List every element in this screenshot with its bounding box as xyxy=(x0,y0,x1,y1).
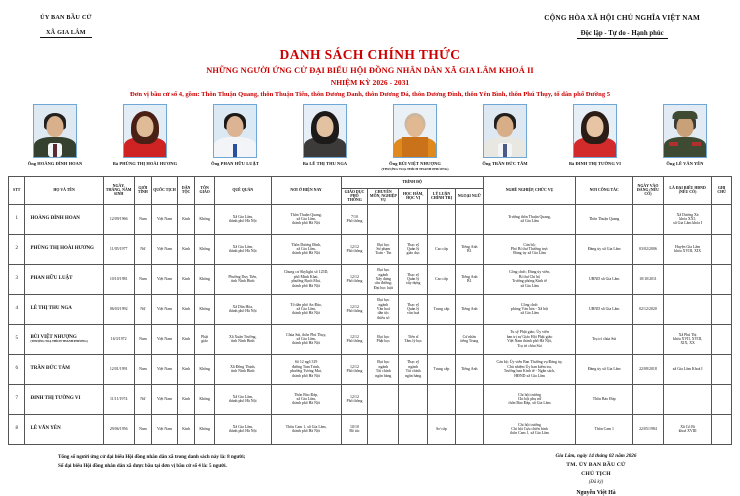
cell-workplace: Đảng ủy xã Gia Lâm xyxy=(576,354,633,384)
table-row xyxy=(9,324,732,354)
document-header xyxy=(0,0,740,40)
cell-hometown: Xã Gia Lâm, thành phố Hà Nội xyxy=(214,234,271,264)
cell-stt: 1 xyxy=(9,204,25,234)
cell-name: BÙI VIỆT NHƯỢNG (THƯỢNG TOẠ THÍCH THANH PHƯƠNG) xyxy=(25,324,103,354)
summary-line-2: Số đại biểu Hội đồng nhân dân xã được bầu tại đơn vị bầu cử số 4 là: 5 người. xyxy=(58,463,227,470)
cell-deputy: Xã Dương Xá khóa XXI, xã Gia Lâm khóa I xyxy=(663,204,711,234)
cell-name: ĐINH THỊ TƯỜNG VI xyxy=(25,384,103,414)
cell-hometown: Xã Dân Hòa, thành phố Hà Nội xyxy=(214,294,271,324)
cell-edu-general: 7/10 Phổ thông xyxy=(341,204,368,234)
cell-edu-language xyxy=(455,204,483,234)
cell-edu-general: 12/12 Phổ thông xyxy=(341,294,368,324)
table-row xyxy=(9,414,732,444)
candidate-photo-caption: Ông BÙI VIỆT NHƯỢNG xyxy=(389,161,441,166)
cell-edu-political xyxy=(428,324,456,354)
th-occupation: NGHỀ NGHIỆP, CHỨC VỤ xyxy=(483,176,576,204)
signature-block xyxy=(486,453,706,496)
cell-occupation: Công chức phòng Văn hóa - Xã hội xã Gia Lâm xyxy=(483,294,576,324)
cell-party-date xyxy=(633,204,664,234)
cell-edu-academic: Tiến sĩ Tâm lý học xyxy=(399,324,428,354)
candidate-photo-cell xyxy=(465,104,545,171)
candidate-photo-cell xyxy=(375,104,455,171)
cell-edu-political: Trung cấp xyxy=(428,354,456,384)
th-edu-political: LÝ LUẬN CHÍNH TRỊ xyxy=(428,188,456,204)
cell-residence: Chùa Sủi, thôn Phú Thụy, xã Gia Lâm, thành phố Hà Nội xyxy=(271,324,341,354)
cell-note xyxy=(712,294,732,324)
cell-ethnicity: Kinh xyxy=(177,234,195,264)
candidate-photo-caption: Ông PHAN HỮU LUẬT xyxy=(211,161,259,166)
country-name: CỘNG HÒA XÃ HỘI CHỦ NGHĨA VIỆT NAM xyxy=(544,14,700,22)
cell-dob: 10/10/1981 xyxy=(103,264,134,294)
cell-deputy: Huyện Gia Lâm khóa XVIII, XIX xyxy=(663,234,711,264)
cell-note xyxy=(712,384,732,414)
cell-party-date xyxy=(633,324,664,354)
cell-name: PHAN HỮU LUẬT xyxy=(25,264,103,294)
authority-line-1: ỦY BAN BẦU CỬ xyxy=(40,14,92,21)
cell-hometown: Xã Gia Lâm, thành phố Hà Nội xyxy=(214,384,271,414)
candidate-portrait xyxy=(213,104,257,158)
cell-ethnicity: Kinh xyxy=(177,384,195,414)
candidate-photo-cell xyxy=(15,104,95,171)
cell-note xyxy=(712,234,732,264)
cell-edu-general: 12/12 Phổ thông xyxy=(341,234,368,264)
th-edu-language: NGOẠI NGỮ xyxy=(455,188,483,204)
cell-dob: 11/11/1974 xyxy=(103,384,134,414)
cell-residence: Số 12 ngõ 319 đường Tam Trinh, phường Tương Mai, thành phố Hà Nội xyxy=(271,354,341,384)
cell-edu-political xyxy=(428,384,456,414)
th-deputy: LÀ ĐẠI BIỂU HĐND (NẾU CÓ) xyxy=(663,176,711,204)
national-heading xyxy=(544,14,700,40)
cell-dob: 16/3/1972 xyxy=(103,324,134,354)
cell-note xyxy=(712,414,732,444)
cell-hometown: Xã Đồng Thịnh, tỉnh Ninh Bình xyxy=(214,354,271,384)
cell-edu-general: 12/12 Phổ thông xyxy=(341,354,368,384)
table-row xyxy=(9,234,732,264)
cell-workplace: UBND xã Gia Lâm xyxy=(576,264,633,294)
cell-nationality: Việt Nam xyxy=(152,324,178,354)
candidate-photo-caption: Ông TRẦN ĐỨC TÂM xyxy=(482,161,528,166)
candidate-portrait xyxy=(573,104,617,158)
cell-stt: 2 xyxy=(9,234,25,264)
th-dob: NGÀY, THÁNG, NĂM SINH xyxy=(103,176,134,204)
issuing-authority xyxy=(40,14,92,40)
th-edu-professional: CHUYÊN MÔN, NGHIỆP VỤ xyxy=(368,188,399,204)
cell-nationality: Việt Nam xyxy=(152,264,178,294)
cell-workplace: UBND xã Gia Lâm xyxy=(576,294,633,324)
cell-note xyxy=(712,264,732,294)
signature-role: CHỦ TỊCH xyxy=(581,470,611,477)
th-nationality: QUỐC TỊCH xyxy=(152,176,178,204)
cell-occupation: Cán bộ; Ủy viên Ban Thường vụ Đảng ủy, Chủ nhiệm Ủy ban kiểm tra, Trưởng ban Kinh tế - Ngân sách, HĐND xã Gia Lâm xyxy=(483,354,576,384)
cell-edu-academic: Thạc sỹ ngành Tài chính ngân hàng xyxy=(399,354,428,384)
cell-residence: Thôn Thuận Quang, xã Gia Lâm, thành phố Hà Nội xyxy=(271,204,341,234)
cell-party-date: 10/10/2011 xyxy=(633,264,664,294)
cell-name: LÊ THỊ THU NGA xyxy=(25,294,103,324)
cell-religion: Không xyxy=(195,234,215,264)
cell-edu-academic: Thạc sỹ Quản lý giáo dục xyxy=(399,234,428,264)
cell-deputy: xã Gia Lâm Khoá I xyxy=(663,354,711,384)
authority-line-2: XÃ GIA LÂM xyxy=(40,29,92,38)
cell-gender: Nữ xyxy=(134,294,152,324)
cell-workplace: Thôn Cam 1 xyxy=(576,414,633,444)
cell-ethnicity: Kinh xyxy=(177,264,195,294)
cell-religion: Không xyxy=(195,414,215,444)
constituency-line: Đơn vị bầu cử số 4, gồm: Thôn Thuận Quang, thôn Thuận Tiến, thôn Dương Danh, thôn Dương Đá, thôn Dương Đình, thôn Yên Bình, thôn Phú Thụy, tổ dân phố Đường 5 xyxy=(129,91,611,98)
table-row xyxy=(9,354,732,384)
cell-edu-general: 10/10 Bổ túc xyxy=(341,414,368,444)
cell-dob: 11/05/1977 xyxy=(103,234,134,264)
cell-stt: 5 xyxy=(9,324,25,354)
page-title: DANH SÁCH CHÍNH THỨC xyxy=(279,47,461,62)
cell-name: HOÀNG ĐÌNH HOAN xyxy=(25,204,103,234)
th-note: GHI CHÚ xyxy=(712,176,732,204)
cell-edu-language: Tiếng Anh xyxy=(455,354,483,384)
cell-edu-academic: Thạc sỹ Quản lý xây dựng xyxy=(399,264,428,294)
candidate-table xyxy=(8,176,732,445)
cell-note xyxy=(712,354,732,384)
cell-hometown: Xã Gia Lâm, thành phố Hà Nội xyxy=(214,414,271,444)
cell-dob: 06/03/1992 xyxy=(103,294,134,324)
cell-edu-language: Tiếng Anh B1 xyxy=(455,234,483,264)
cell-religion: Không xyxy=(195,294,215,324)
cell-edu-political xyxy=(428,204,456,234)
table-header-row-1 xyxy=(9,176,732,188)
cell-name: PHÙNG THỊ HOÀI HƯƠNG xyxy=(25,234,103,264)
cell-occupation: Cán bộ; Phó Bí thư Thường trực Đảng ủy xã Gia Lâm xyxy=(483,234,576,264)
cell-ethnicity: Kinh xyxy=(177,204,195,234)
th-hometown: QUÊ QUÁN xyxy=(214,176,271,204)
candidate-photo-caption: Ông LÊ VĂN YÊN xyxy=(666,161,704,166)
cell-occupation: Tu sỹ Phật giáo; Ủy viên ban trị sự Giáo Hội Phật giáo Việt Nam thành phố Hà Nội, Trụ trì chùa Sủi xyxy=(483,324,576,354)
cell-residence: Thôn Dương Đình, xã Gia Lâm, thành phố Hà Nội xyxy=(271,234,341,264)
table-row xyxy=(9,384,732,414)
cell-edu-professional: Đại học Phật học xyxy=(368,324,399,354)
cell-hometown: Xã Xuân Trường, tỉnh Ninh Bình xyxy=(214,324,271,354)
cell-occupation: Trưởng thôn Thuận Quang, xã Gia Lâm xyxy=(483,204,576,234)
cell-nationality: Việt Nam xyxy=(152,384,178,414)
document-title-block xyxy=(0,47,740,98)
cell-edu-academic xyxy=(399,414,428,444)
cell-gender: Nữ xyxy=(134,384,152,414)
cell-name-subtitle: (THƯỢNG TOẠ THÍCH THANH PHƯƠNG) xyxy=(30,339,88,344)
cell-stt: 7 xyxy=(9,384,25,414)
th-residence: NƠI Ở HIỆN NAY xyxy=(271,176,341,204)
cell-edu-political: Cao cấp xyxy=(428,264,456,294)
cell-name: TRẦN ĐỨC TÂM xyxy=(25,354,103,384)
signature-signed-note: (Đã ký) xyxy=(588,479,604,485)
candidate-photo-cell xyxy=(645,104,725,171)
cell-edu-language: Cử nhân tiếng Trung xyxy=(455,324,483,354)
cell-deputy xyxy=(663,294,711,324)
table-body xyxy=(9,204,732,444)
cell-gender: Nữ xyxy=(134,234,152,264)
cell-religion: Không xyxy=(195,354,215,384)
cell-ethnicity: Kinh xyxy=(177,324,195,354)
cell-nationality: Việt Nam xyxy=(152,204,178,234)
cell-workplace: Thôn Bảo Đáp xyxy=(576,384,633,414)
cell-edu-academic: Thạc sỹ Quản lý văn hoá xyxy=(399,294,428,324)
title-subtitle: NHỮNG NGƯỜI ỨNG CỬ ĐẠI BIỂU HỘI ĐỒNG NHÂN DÂN XÃ GIA LÂM KHOÁ II xyxy=(206,66,534,75)
cell-edu-general: 12/12 Phổ thông xyxy=(341,264,368,294)
cell-edu-professional: Đại học ngành Tài chính ngân hàng xyxy=(368,354,399,384)
table-row xyxy=(9,264,732,294)
candidate-portrait xyxy=(33,104,77,158)
candidate-photo-caption: Bà ĐINH THỊ TƯỜNG VI xyxy=(568,161,622,166)
cell-edu-professional xyxy=(368,384,399,414)
cell-edu-general: 12/12 Phổ thông xyxy=(341,384,368,414)
cell-residence: Thôn Cam 1, xã Gia Lâm, thành phố Hà Nội xyxy=(271,414,341,444)
cell-deputy xyxy=(663,264,711,294)
cell-occupation: Chi hội trưởng Chi hội phụ nữ thôn Bảo Đáp, xã Gia Lâm xyxy=(483,384,576,414)
cell-party-date: 03/02/2006 xyxy=(633,234,664,264)
candidate-photo-strip xyxy=(0,104,740,171)
cell-gender: Nam xyxy=(134,354,152,384)
cell-edu-professional xyxy=(368,204,399,234)
cell-residence: Tổ dân phố An Đào, xã Gia Lâm, thành phố Hà Nội xyxy=(271,294,341,324)
candidate-photo-caption: Ông HOÀNG ĐÌNH HOAN xyxy=(27,161,83,166)
cell-note xyxy=(712,204,732,234)
candidate-portrait xyxy=(483,104,527,158)
candidate-photo-cell xyxy=(195,104,275,171)
cell-party-date: 22/05/1984 xyxy=(633,414,664,444)
th-name: HỌ VÀ TÊN xyxy=(25,176,103,204)
cell-gender: Nam xyxy=(134,324,152,354)
th-workplace: NƠI CÔNG TÁC xyxy=(576,176,633,204)
cell-party-date: 02/12/2020 xyxy=(633,294,664,324)
cell-edu-general: 12/12 Phổ thông xyxy=(341,324,368,354)
summary-block xyxy=(34,453,486,496)
th-edu-academic: HỌC HÀM, HỌC VỊ xyxy=(399,188,428,204)
cell-hometown: Phường Duy Tiên, tỉnh Ninh Bình xyxy=(214,264,271,294)
cell-nationality: Việt Nam xyxy=(152,414,178,444)
cell-nationality: Việt Nam xyxy=(152,294,178,324)
cell-party-date: 22/08/2018 xyxy=(633,354,664,384)
cell-workplace: Đảng ủy xã Gia Lâm xyxy=(576,234,633,264)
cell-deputy: Xã Phú Thị khóa XVII, XVIII, XIX, XX xyxy=(663,324,711,354)
cell-name: LÊ VĂN YÊN xyxy=(25,414,103,444)
th-level-group: TRÌNH ĐỘ xyxy=(341,176,483,188)
national-motto: Độc lập - Tự do - Hạnh phúc xyxy=(577,30,668,39)
cell-residence: Thôn Bảo Đáp, xã Gia Lâm, thành phố Hà Nội xyxy=(271,384,341,414)
cell-edu-professional xyxy=(368,414,399,444)
cell-religion: Không xyxy=(195,264,215,294)
cell-stt: 8 xyxy=(9,414,25,444)
candidate-photo-subcaption: (THƯỢNG TOẠ THÍCH THANH PHƯƠNG) xyxy=(381,166,449,171)
cell-gender: Nam xyxy=(134,204,152,234)
cell-religion: Không xyxy=(195,384,215,414)
table-row xyxy=(9,204,732,234)
cell-hometown: Xã Gia Lâm, thành phố Hà Nội xyxy=(214,204,271,234)
cell-nationality: Việt Nam xyxy=(152,354,178,384)
cell-edu-language xyxy=(455,414,483,444)
cell-dob: 12/01/1991 xyxy=(103,354,134,384)
title-term: NHIỆM KỲ 2026 - 2031 xyxy=(330,78,410,87)
cell-nationality: Việt Nam xyxy=(152,234,178,264)
cell-edu-political: Sơ cấp xyxy=(428,414,456,444)
cell-ethnicity: Kinh xyxy=(177,354,195,384)
cell-workplace: Thôn Thuận Quang xyxy=(576,204,633,234)
cell-occupation: Chi hội trưởng Chi hội Cựu chiến binh thôn Cam 1, xã Gia Lâm xyxy=(483,414,576,444)
candidate-photo-cell xyxy=(105,104,185,171)
cell-occupation: Công chức; Đảng ủy viên, Bí thư Chi bộ Trưởng phòng Kinh tế xã Gia Lâm xyxy=(483,264,576,294)
cell-residence: Chung cư Skylight số 125D, phố Minh Khai, phường Bạch Mai, thành phố Hà Nội xyxy=(271,264,341,294)
th-party-date: NGÀY VÀO ĐẢNG (NẾU CÓ) xyxy=(633,176,664,204)
cell-edu-language: Tiếng Anh xyxy=(455,294,483,324)
table-row xyxy=(9,294,732,324)
cell-stt: 3 xyxy=(9,264,25,294)
summary-line-1: Tổng số người ứng cử đại biểu Hội đồng nhân dân xã trong danh sách này là: 8 người; xyxy=(58,453,246,460)
candidate-photo-cell xyxy=(285,104,365,171)
cell-edu-political: Trung cấp xyxy=(428,294,456,324)
cell-edu-political: Cao cấp xyxy=(428,234,456,264)
cell-dob: 12/09/1966 xyxy=(103,204,134,234)
cell-edu-professional: Đại học ngành Xây dựng cầu đường; Đại học luật xyxy=(368,264,399,294)
cell-edu-language: Tiếng Anh B1 xyxy=(455,264,483,294)
candidate-photo-caption: Bà PHÙNG THỊ HOÀI HƯƠNG xyxy=(112,161,178,166)
cell-deputy: Xã Cổ Bi khoá XVIII xyxy=(663,414,711,444)
cell-deputy xyxy=(663,384,711,414)
cell-religion: Không xyxy=(195,204,215,234)
th-ethnicity: DÂN TỘC xyxy=(177,176,195,204)
candidate-table-wrap xyxy=(0,171,740,445)
cell-note xyxy=(712,324,732,354)
cell-edu-professional: Đại học Sư phạm Toán - Tin xyxy=(368,234,399,264)
th-religion: TÔN GIÁO xyxy=(195,176,215,204)
th-gender: GIỚI TÍNH xyxy=(134,176,152,204)
signature-authority: TM. ỦY BAN BẦU CỬ xyxy=(566,461,626,468)
th-stt: STT xyxy=(9,176,25,204)
signer-name: Nguyễn Việt Hà xyxy=(576,489,616,496)
cell-edu-professional: Đại học ngành Văn hoá dân tộc thiểu số xyxy=(368,294,399,324)
cell-gender: Nam xyxy=(134,264,152,294)
cell-religion: Phật giáo xyxy=(195,324,215,354)
candidate-portrait xyxy=(663,104,707,158)
cell-edu-academic xyxy=(399,384,428,414)
candidate-portrait xyxy=(303,104,347,158)
candidate-photo-cell xyxy=(555,104,635,171)
candidate-portrait xyxy=(123,104,167,158)
cell-workplace: Trụ trì chùa Sủi xyxy=(576,324,633,354)
cell-edu-academic xyxy=(399,204,428,234)
cell-stt: 6 xyxy=(9,354,25,384)
cell-dob: 29/06/1956 xyxy=(103,414,134,444)
cell-edu-language xyxy=(455,384,483,414)
cell-ethnicity: Kinh xyxy=(177,294,195,324)
candidate-portrait xyxy=(393,104,437,158)
cell-party-date xyxy=(633,384,664,414)
cell-gender: Nam xyxy=(134,414,152,444)
signature-date: Gia Lâm, ngày 14 tháng 02 năm 2026 xyxy=(555,452,637,459)
cell-stt: 4 xyxy=(9,294,25,324)
cell-ethnicity: Kinh xyxy=(177,414,195,444)
candidate-photo-caption: Bà LÊ THỊ THU NGA xyxy=(302,161,348,166)
document-footer xyxy=(0,453,740,496)
th-edu-general: GIÁO DỤC PHỔ THÔNG xyxy=(341,188,368,204)
